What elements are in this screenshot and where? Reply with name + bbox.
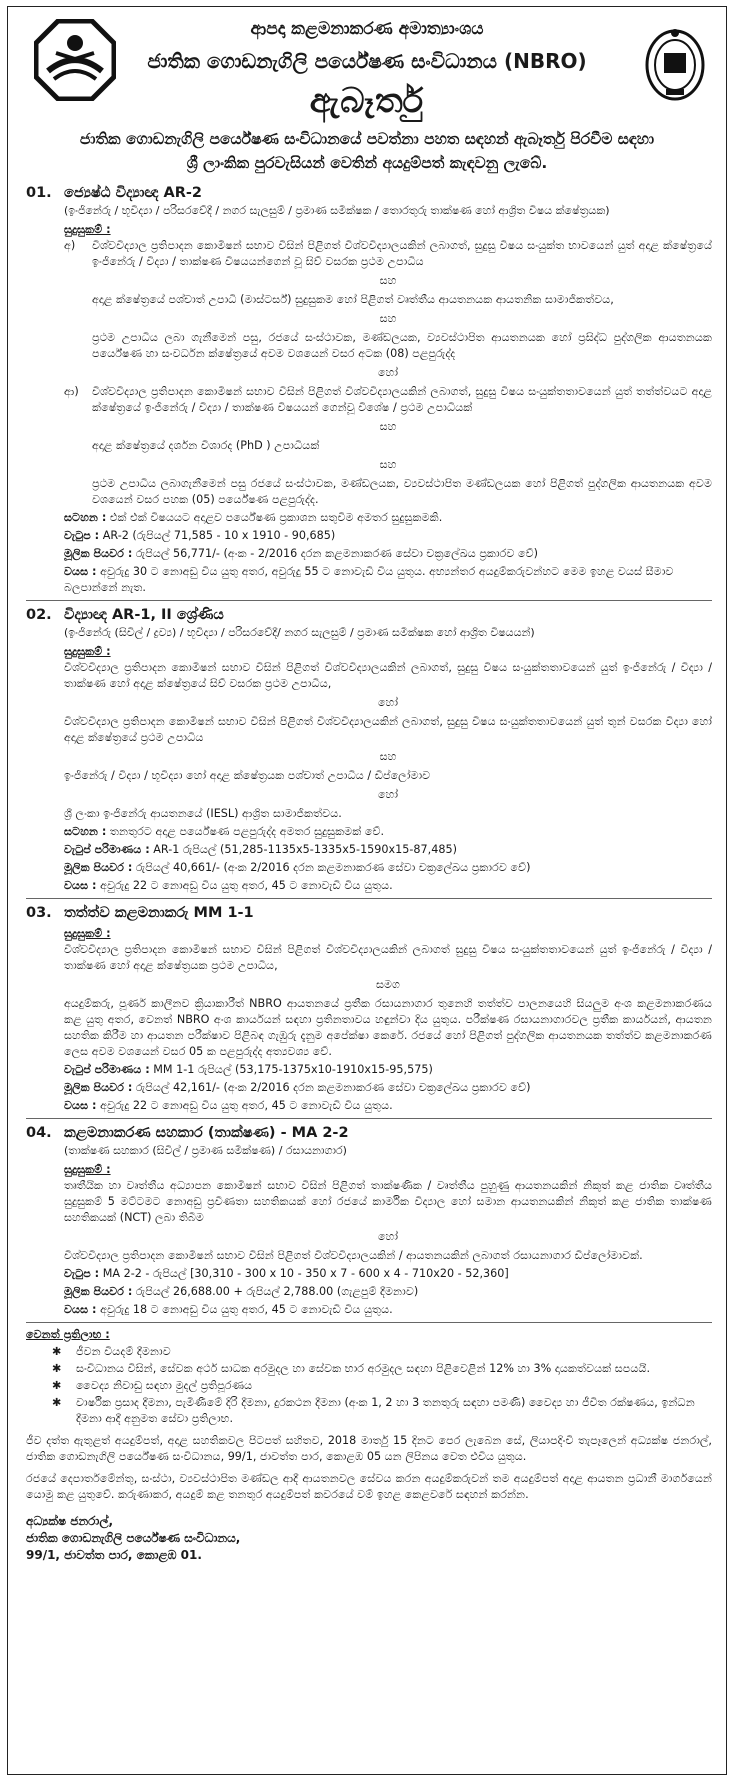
salary — [64, 842, 712, 858]
salary-text: MM 1-1 රුපියල් (53,175-1375x10-1910x15-95,575) — [153, 1063, 433, 1076]
divider — [26, 600, 712, 601]
divider — [26, 1118, 712, 1119]
sri-lanka-emblem-icon — [644, 27, 706, 101]
qualifications-label: සුදුසුකම් : — [64, 1163, 111, 1176]
conjunction: සමග — [375, 978, 401, 991]
section-title: විද්‍යාඥ AR-1, II ශ්‍රේණිය — [64, 607, 224, 623]
vacancy-list — [8, 175, 726, 1564]
salary — [64, 1062, 712, 1078]
age-text: අවුරුදු 22 ට නොඅඩු විය යුතු අතර, 45 ට නොවැඩි විය යුතුය. — [100, 879, 393, 892]
age-text: අවුරුදු 30 ට නොඅඩු විය යුතු අතර, අවුරුදු 55 ට නොවැඩි විය යුතුය. අභ්‍යන්තර අයදුම්කරුවන්හට මෙම ඉහළ වයස් සීමාව බලපාන්නේ නැත. — [64, 565, 674, 594]
option-marker: ආ) — [64, 385, 79, 398]
asterisk-icon: ✱ — [52, 1396, 62, 1409]
age-label: වයස : — [64, 879, 97, 892]
basic-step-text: රුපියල් 26,688.00 + රුපියල් 2,788.00 (ගැළපුම් දීමනාව) — [135, 1285, 419, 1298]
note — [64, 824, 712, 840]
requirement-text: අදාළ ක්ෂේත්‍රයේ පශ්චාත් උපාධි (මාස්ටර්ස්) සුදුසුකම හෝ පිළිගත් වෘත්තීය ආයතනයක ආයතනික සාමාජිකත්වය, — [92, 293, 614, 306]
conjunction: සහ — [379, 458, 397, 471]
age-label: වයස : — [64, 565, 97, 578]
qualifications-label: සුදුසුකම් : — [64, 645, 111, 658]
requirement-text: අදාළ ක්ෂේත්‍රයේ දර්ශන විශාරද (PhD ) උපාධියක් — [92, 439, 320, 452]
signature-block — [26, 1513, 712, 1564]
section-number: 02. — [26, 607, 52, 623]
age-label: වයස : — [64, 1099, 97, 1112]
section-3-body — [26, 926, 712, 1114]
basic-step-text: රුපියල් 42,161/- (අංක 2/2016 දරන කළමනාකරණ සේවා චක්‍රලේඛය ප්‍රකාරව වේ) — [135, 1081, 531, 1094]
requirement-text: විශ්වවිද්‍යාල ප්‍රතිපාදන කොමිෂන් සභාව විසින් පිළිගත් විශ්වවිද්‍යාලයකින් ලබාගත්, සුදුසු විෂය සංයුක්තතාවයෙන් යුත් ඉංජිනේරු / විද්‍යා / තාක්ෂණ හෝ අදාළ ක්ෂේත්‍රයේ සිව් වසරක ප්‍රථම උපාධිය, — [64, 661, 712, 690]
requirement-text: තෘතීයික හා වෘත්තීය අධ්‍යාපන කොමිෂන් සභාව විසින් පිළිගත් තාක්ෂණික / වෘත්තීය පුහුණු ආයතනයකින් නිකුත් කළ ජාතික වෘත්තීය සුදුසුකම් 5 මට්ටමට නොඅඩු ප්‍රවීණතා සහතිකයක් හෝ රජයේ කාර්මික විද්‍යාල හෝ සමාන ආයතනයකින් නිකුත් කළ ජාතික තාක්ෂණ සහතිකයක් (NCT) ලබා තිබීම — [64, 1179, 712, 1224]
fields: (ඉංජිනේරු / භූවිද්‍යා / පරිසරවේදී / නගර සැලසුම් / ප්‍රමාණ සමීක්ෂක / තොරතුරු තාක්ෂණ හෝ ආශ්‍රිත විෂය ක්ෂේත්‍රයක) — [64, 204, 610, 217]
benefit-text: ජීවන වියදම් දීමනාව — [76, 1345, 171, 1358]
conjunction: හෝ — [377, 788, 399, 801]
benefits-list — [26, 1344, 712, 1427]
advertisement-page — [7, 6, 727, 1775]
requirement-text: විශ්වවිද්‍යාල ප්‍රතිපාදන කොමිෂන් සභාව විසින් පිළිගත් විශ්වවිද්‍යාලයකින් ලබාගත්, සුදුසු විෂය සංයුක්තතාවයෙන් යුත් තුන් වසරක විද්‍යා හෝ අදාළ ක්ෂේත්‍රයේ ප්‍රථම උපාධිය — [64, 715, 712, 744]
salary-label: වැටුප් පරිමාණය : — [64, 1063, 150, 1076]
requirement-text: විශ්වවිද්‍යාල ප්‍රතිපාදන කොමිෂන් සභාව විසින් පිළිගත් විශ්වවිද්‍යාලයකින් ලබාගත්, සුදුසු විෂය සංයුක්තතාවයෙන් යුත් තත්ත්වයට අදාළ ක්ෂේත්‍රයේ ඉංජිනේරු / විද්‍යා / තාක්ෂණ විෂයයන් ගෙන්වූ විශේෂ / ප්‍රථම උපාධියක් — [92, 385, 712, 414]
requirement-text: ප්‍රථම උපාධිය ලබා ගැනීමෙන් පසු, රජයේ සංස්ථාවක, මණ්ඩලයක, ව්‍යවස්ථාපිත ආයතනයක හෝ ප්‍රසිද්ධ පුද්ගලික ආයතනයක පර්යේෂණ හා සංවර්ධන ක්ෂේත්‍රයේ අවම වශයෙන් වසර අටක (08) පළපුරුද්ද — [92, 331, 712, 360]
note — [64, 510, 712, 526]
section-3-heading — [26, 903, 712, 923]
signature-organization: ජාතික ගොඩනැගිලි පර්යේෂණ සංවිධානය, — [26, 1531, 241, 1545]
age — [64, 1302, 712, 1318]
list-item — [52, 1361, 712, 1377]
closing-paragraph-1: ජීව දත්ත ඇතුළත් අයදුම්පත්, අදාළ සහතිකවල පිටපත් සහිතව, 2018 මාර්තු 15 දිනට පෙර ලැබෙන සේ, ලියාපදිංචි තැපෑලෙන් අධ්‍යක්ෂ ජනරාල්, ජාතික ගොඩනැගිලි පර්යේෂණ සංවිධානය, 99/1, ජාවත්ත පාර, කොළඹ 05 යන ලිපිනය වෙත එවිය යුතුය. — [26, 1434, 712, 1463]
signature-address: 99/1, ජාවත්ත පාර, කොළඹ 01. — [26, 1548, 202, 1562]
section-title: ජ්‍යෙෂ්ඨ විද්‍යාඥ AR-2 — [64, 185, 203, 201]
basic-step-label: මූලික පියවර : — [64, 547, 133, 560]
list-item — [52, 1344, 712, 1360]
section-title: කළමනාකරණ සහකාර (තාක්ෂණ) - MA 2-2 — [64, 1125, 349, 1141]
age-text: අවුරුදු 22 ට නොඅඩු විය යුතු අතර, 45 ට නොවැඩි විය යුතුය. — [100, 1099, 393, 1112]
conjunction: සහ — [379, 420, 397, 433]
requirement-b — [64, 384, 712, 416]
salary-label: වැටුප් පරිමාණය : — [64, 843, 150, 856]
section-4-body — [26, 1143, 712, 1318]
subtitle — [8, 127, 726, 175]
closing-paragraph-2: රජයේ දෙපාර්තමේන්තු, සංස්ථා, ව්‍යවස්ථාපිත මණ්ඩල ආදී ආයතනවල සේවය කරන අයදුම්කරුවන් තම අයදුම්පත් අදාළ ආයතන ප්‍රධානී මාර්ගයෙන් යොමු කළ යුතුවේ. කරුණාකර, අයදුම් කළ තනතුර අයදුම්පත් කවරයේ වම් ඉහළ කෙළවරේ සඳහන් කරන්න. — [26, 1472, 712, 1501]
salary — [64, 1266, 712, 1282]
fields: (තාක්ෂණ සහකාර (සිවිල් / ප්‍රමාණ සමීක්ෂණ) / රසායනාගාර) — [64, 1144, 347, 1157]
section-title: තත්ත්ව කළමනාකරු MM 1-1 — [64, 905, 254, 921]
basic-step — [64, 1080, 712, 1096]
asterisk-icon: ✱ — [52, 1379, 62, 1392]
section-2-body — [26, 625, 712, 894]
organization-name: ජාතික ගොඩනැගිලි පර්යේෂණ සංවිධානය (NBRO) — [147, 49, 587, 73]
section-4-heading — [26, 1123, 712, 1143]
asterisk-icon: ✱ — [52, 1345, 62, 1358]
option-marker: අ) — [64, 239, 76, 252]
section-number: 04. — [26, 1125, 52, 1141]
benefits-label: වෙනත් ප්‍රතිලාභ : — [26, 1328, 110, 1341]
benefit-text: වාර්ෂික ප්‍රසාද දීමනා, පැමිණීමේ දිරි දීමනා, දුරකථන දීමනා (අංක 1, 2 හා 3 තනතුරු සඳහා පමණි) වෛද්‍ය හා ජීවිත රක්ෂණය, ඉන්ධන දීමනා ආදී අනුමත සේවා ප්‍රතිලාභ. — [76, 1396, 695, 1425]
requirement-text: ශ්‍රී ලංකා ඉංජිනේරු ආයතනයේ (IESL) ආශ්‍රිත සාමාජිකත්වය. — [64, 807, 342, 820]
ministry-name: ආපදා කළමනාකරණ අමාත්‍යාංශය — [250, 19, 484, 39]
salary-label: වැටුප : — [64, 529, 100, 542]
age — [64, 1098, 712, 1114]
qualifications-label: සුදුසුකම් : — [64, 927, 111, 940]
benefit-text: සංවිධානය විසින්, සේවක අර්ථ සාධක අරමුදල හා සේවක භාර අරමුදල සඳහා පිළිවෙළින් 12% හා 3% දායකත්වයක් සපයයි. — [76, 1362, 651, 1375]
basic-step-label: මූලික පියවර : — [64, 1081, 133, 1094]
conjunction: සහ — [379, 750, 397, 763]
basic-step — [64, 860, 712, 876]
salary-text: AR-2 (රුපියල් 71,585 - 10 x 1910 - 90,685) — [102, 529, 336, 542]
fields: (ඉංජිනේරු (සිවිල් / ද්‍රව්‍ය) / භූවිද්‍යා / පරිසරවේදී/ නගර සැලසුම් / ප්‍රමාණ සමීක්ෂක හෝ ආශ්‍රිත විෂයයන්) — [64, 626, 535, 639]
requirement-text: විශ්වවිද්‍යාල ප්‍රතිපාදන කොමිෂන් සභාව විසින් පිළිගත් විශ්වවිද්‍යාලයකින් ලබාගත් සුදුසු විෂය සංයුක්තතාවයෙන් යුත් ඉංජිනේරු / විද්‍යා / තාක්ෂණ හෝ අදාළ ක්ෂේත්‍රයක ප්‍රථම උපාධිය, — [64, 943, 712, 972]
conjunction: සහ — [379, 312, 397, 325]
section-2-heading — [26, 605, 712, 625]
header — [8, 7, 726, 119]
subtitle-line-2: ශ්‍රී ලාංකික පුරවැසියන් වෙතින් අයදුම්පත් කැඳවනු ලැබේ. — [186, 154, 548, 172]
section-number: 03. — [26, 905, 52, 921]
requirement-a — [64, 238, 712, 270]
basic-step — [64, 1284, 712, 1300]
note-label: සටහන : — [64, 825, 107, 838]
conjunction: හෝ — [377, 1230, 399, 1243]
signature-title: අධ්‍යක්ෂ ජනරාල්, — [26, 1514, 114, 1528]
basic-step-label: මූලික පියවර : — [64, 1285, 133, 1298]
requirement-text: ප්‍රථම උපාධිය ලබාගැනීමෙන් පසු රජයේ සංස්ථාවක, මණ්ඩලයක, ව්‍යවස්ථාපිත මණ්ඩලයක හෝ පිළිගත් පුද්ගලික ආයතනයක අවම වශයෙන් වසර පහක (05) පර්යේෂණ පළපුරුද්ද. — [92, 477, 712, 506]
basic-step-text: රුපියල් 56,771/- (අංක - 2/2016 දරන කළමනාකරණ සේවා චක්‍රලේඛය ප්‍රකාරව වේ) — [135, 547, 539, 560]
note-text: එක් එක් විෂයයට අදාළව පර්යේෂණ ප්‍රකාශන සතුවීම අමතර සුදුසුකමකි. — [109, 511, 443, 524]
subtitle-line-1: ජාතික ගොඩනැගිලි පර්යේෂණ සංවිධානයේ පවත්නා පහත සඳහන් ඇබෑර්තු පිරවීම සඳහා — [79, 130, 655, 148]
advertisement-title: ඇබෑර්තු — [309, 81, 425, 121]
requirement-text: ඉංජිනේරු / විද්‍යා / භූවිද්‍යා හෝ අදාළ ක්ෂේත්‍රයක පශ්චාත් උපාධිය / ඩිප්ලෝමාව — [64, 769, 431, 782]
conjunction: සහ — [379, 274, 397, 287]
salary-label: වැටුප : — [64, 1267, 100, 1280]
salary-text: AR-1 රුපියල් (51,285-1135x5-1335x5-1590x15-87,485) — [153, 843, 457, 856]
note-text: තනතුරට අදාළ පර්යේෂණ පළපුරුද්ද අමතර සුදුසුකමක් වේ. — [109, 825, 385, 838]
section-1-body — [26, 203, 712, 596]
age-label: වයස : — [64, 1303, 97, 1316]
conjunction: හෝ — [377, 696, 399, 709]
requirement-text: අයදුම්කරු, පූර්ණ කාලීනව ක්‍රියාකාරීත් NBRO ආයතනයේ ප්‍රතීක රසායනාගාර තුනෙහි තත්ත්ව පාලනයෙහි සියලුම අංශ කළමනාකරණය කළ යුතු අතර, වෙනත් NBRO අංශ කාර්යයන් සඳහා ප්‍රතිනතාවය හඳුන්වා දිය යුතුය. පරීක්ෂණ රසායනාගාරවල ප්‍රතීක කාර්යයන්, ආයතන සහතික කිරීම හා ආයතන පරීක්ෂාව පිළිබඳ ගැඹුරු දැනුම අපේක්ෂා කෙරේ. රජයේ හෝ පිළිගත් පුද්ගලික ආයතනයක තත්ත්ව කළමනාකරණ ලෙස අවම වශයෙන් වසර 05 ක පළපුරුද්ද අත්‍යවශ්‍ය වේ. — [64, 997, 712, 1058]
asterisk-icon: ✱ — [52, 1362, 62, 1375]
age — [64, 564, 712, 596]
qualifications-label: සුදුසුකම් : — [64, 223, 111, 236]
note-label: සටහන : — [64, 511, 107, 524]
age-text: අවුරුදු 18 ට නොඅඩු විය යුතු අතර, 45 ට නොවැඩි විය යුතුය. — [100, 1303, 393, 1316]
section-1-heading — [26, 183, 712, 203]
divider — [26, 898, 712, 899]
benefit-text: වෛද්‍ය නිවාඩු සඳහා මුදල් ප්‍රතිපූරණය — [76, 1379, 253, 1392]
list-item — [52, 1395, 712, 1427]
divider — [26, 1322, 712, 1323]
requirement-text: විශ්වවිද්‍යාල ප්‍රතිපාදන කොමිෂන් සභාව විසින් පිළිගත් විශ්වවිද්‍යාලයකින් ලබාගත්, සුදුසු විෂය සංයුක්ත භාවයෙන් යුත් අදාළ ක්ෂේත්‍රයේ ඉංජිනේරු / විද්‍යා / තාක්ෂණ විෂයයන්ගෙන් වූ සිව් වසරක ප්‍රථම උපාධිය — [92, 239, 712, 268]
salary — [64, 528, 712, 544]
age — [64, 878, 712, 894]
section-number: 01. — [26, 185, 52, 201]
conjunction: හෝ — [377, 366, 399, 379]
basic-step — [64, 546, 712, 562]
requirement-text: විශ්වවිද්‍යාල ප්‍රතිපාදන කොමිෂන් සභාව විසින් පිළිගත් විශ්වවිද්‍යාලයකින් / ආයතනයකින් ලබාගත් රසායනාගාර ඩිප්ලෝමාවක්. — [64, 1249, 643, 1262]
basic-step-label: මූලික පියවර : — [64, 861, 133, 874]
basic-step-text: රුපියල් 40,661/- (අංක 2/2016 දරන කළමනාකරණ සේවා චක්‍රලේඛය ප්‍රකාරව වේ) — [135, 861, 531, 874]
salary-text: MA 2-2 - රුපියල් [30,310 - 300 x 10 - 350 x 7 - 600 x 4 - 710x20 - 52,360] — [102, 1267, 509, 1280]
list-item — [52, 1378, 712, 1394]
